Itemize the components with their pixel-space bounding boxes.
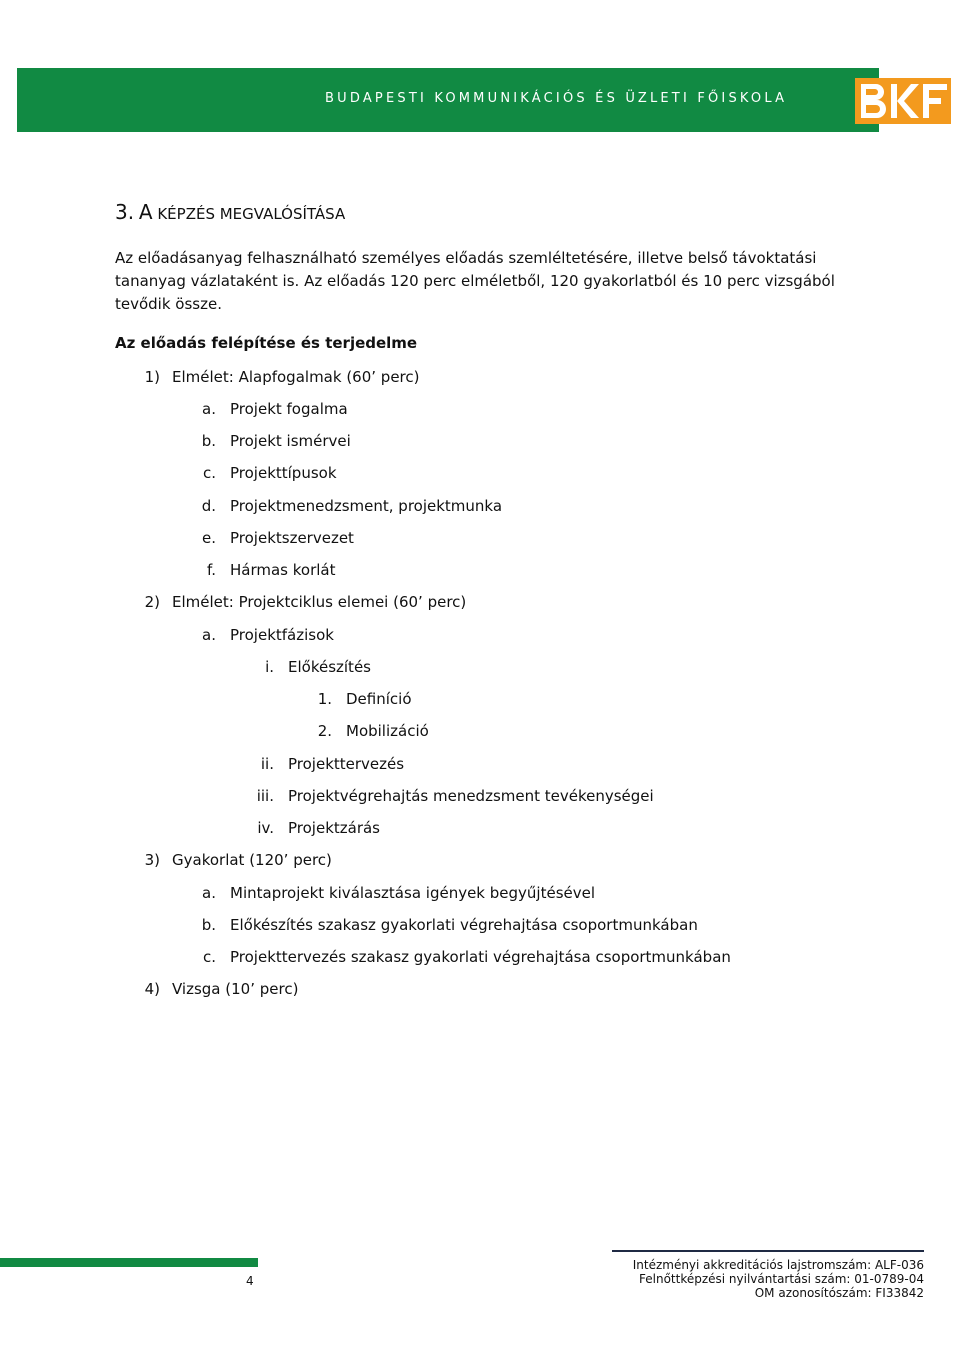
section-number: 3. [115,200,135,224]
item-marker: 2) [144,593,160,611]
intro-paragraph: Az előadásanyag felhasználható személyes előadás szemléltetésére, illetve belső távoktatási tananyag vázlataként is. Az előadás 120 perc elméletből, 120 gyakorlatból és 10 perc vizsgából tevődik össze. [115,249,835,313]
item-marker: a. [202,626,216,644]
footer-divider [612,1250,924,1252]
item-marker: 1) [144,368,160,386]
item-marker: ii. [260,755,274,773]
item-text: Gyakorlat (120’ perc) [172,851,332,869]
om-identifier: OM azonosítószám: FI33842 [754,1286,924,1300]
item-text: Projekttípusok [230,464,337,482]
item-marker: 2. [317,722,332,740]
item-marker: b. [201,916,216,934]
item-text: Projektfázisok [230,626,334,644]
item-marker: e. [202,529,216,547]
item-text: Projekttervezés szakasz gyakorlati végrehajtása csoportmunkában [230,948,731,966]
section-title-rest: KÉPZÉS MEGVALÓSÍTÁSA [152,205,346,223]
item-text: Előkészítés szakasz gyakorlati végrehajtása csoportmunkában [230,916,698,934]
footer-bar [0,1258,258,1267]
item-text: Definíció [346,690,412,708]
item-text: Projekt ismérvei [230,432,351,450]
outline-title: Az előadás felépítése és terjedelme [115,334,418,352]
item-text: Mobilizáció [346,722,429,740]
item-marker: iv. [257,819,274,837]
item-marker: 4) [144,980,160,998]
item-text: Hármas korlát [230,561,336,579]
accreditation-number: Intézményi akkreditációs lajstromszám: ALF-036 [632,1258,924,1272]
section-title-first: A [138,200,153,224]
item-text: Elmélet: Projektciklus elemei (60’ perc) [172,593,467,611]
item-text: Előkészítés [288,658,371,676]
item-marker: 3) [144,851,160,869]
item-marker: f. [207,561,216,579]
institution-name: BUDAPESTI KOMMUNIKÁCIÓS ÉS ÜZLETI FŐISKOLA [325,91,788,106]
bkf-logo [853,76,953,126]
item-text: Mintaprojekt kiválasztása igények begyűjtésével [230,884,596,902]
item-marker: a. [202,884,216,902]
item-marker: b. [201,432,216,450]
item-text: Vizsga (10’ perc) [172,980,299,998]
item-text: Projekttervezés [288,755,405,773]
item-text: Projekt fogalma [230,400,348,418]
item-text: Projektvégrehajtás menedzsment tevékenységei [288,787,654,805]
footer-info [633,1258,924,1300]
item-marker: c. [202,464,216,482]
item-marker: i. [265,658,274,676]
section-heading [115,200,345,224]
item-text: Projektzárás [288,819,380,837]
item-marker: iii. [256,787,274,805]
item-text: Projektszervezet [230,529,354,547]
item-marker: c. [202,948,216,966]
item-marker: 1. [317,690,332,708]
item-marker: d. [201,497,216,515]
item-marker: a. [202,400,216,418]
item-text: Projektmenedzsment, projektmunka [230,497,503,515]
item-text: Elmélet: Alapfogalmak (60’ perc) [172,368,420,386]
page-number: 4 [246,1274,254,1288]
registration-number: Felnőttképzési nyilvántartási szám: 01-0789-04 [639,1272,924,1286]
